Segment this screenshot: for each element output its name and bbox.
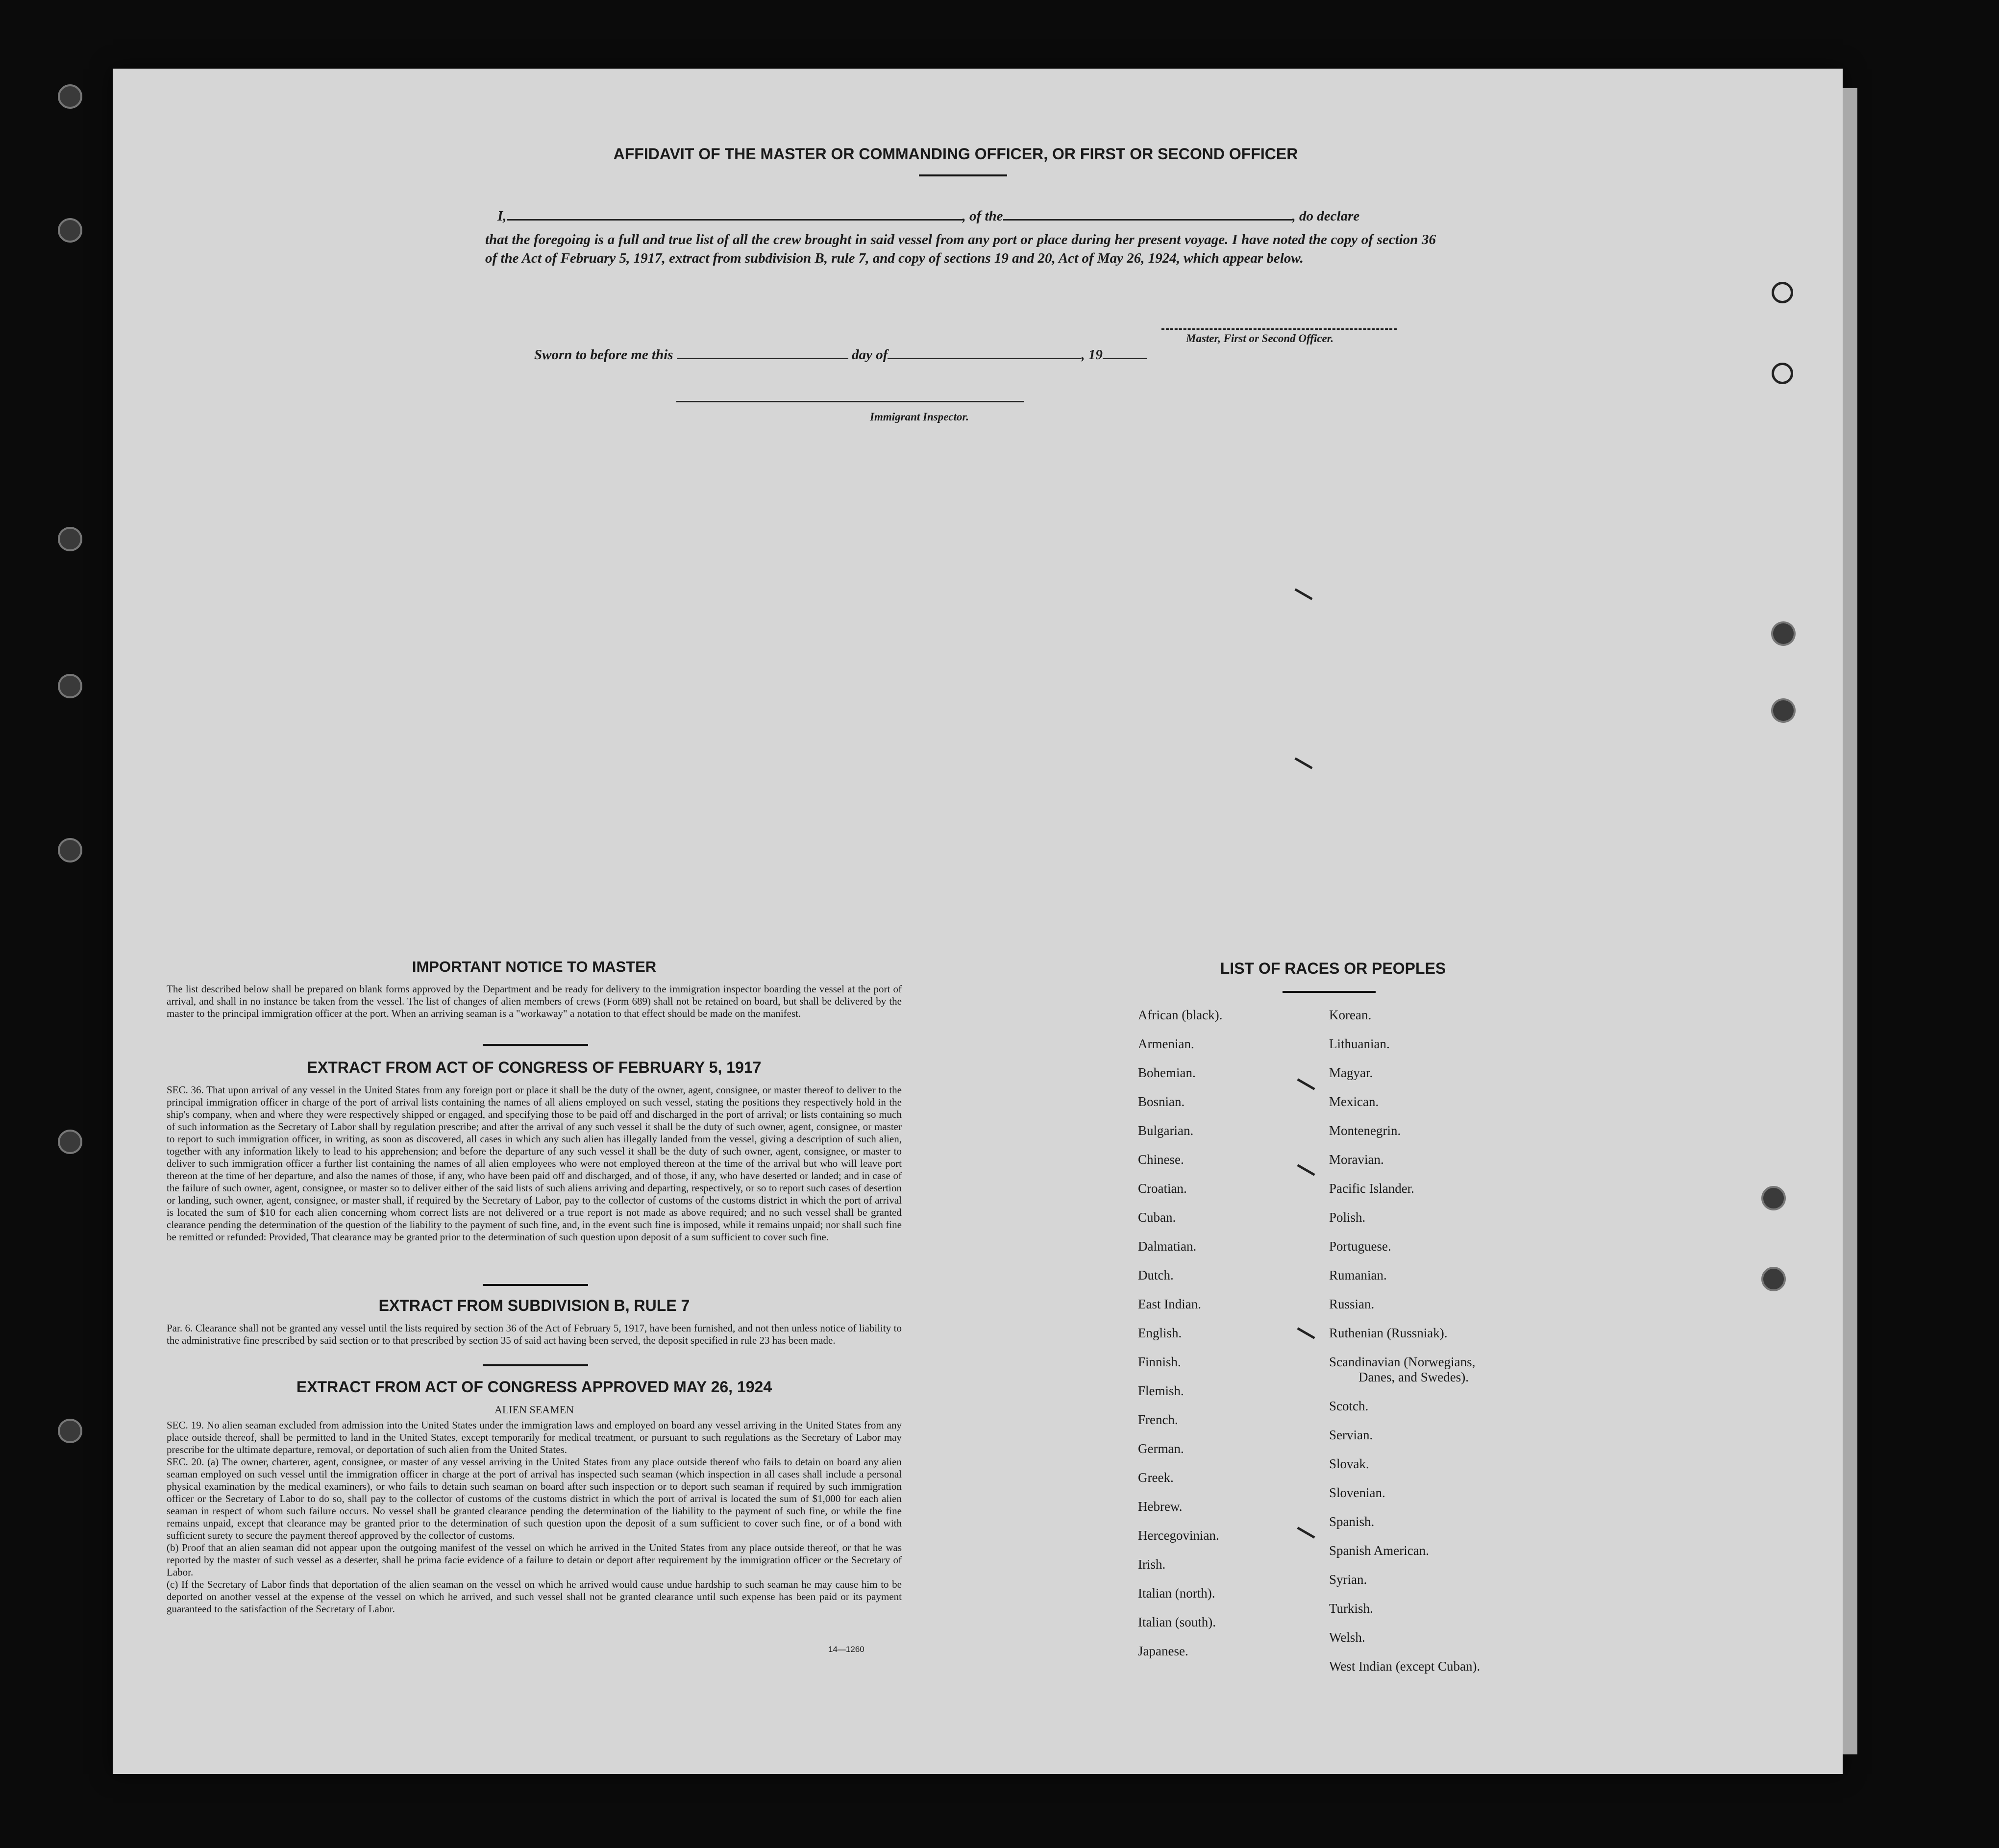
race-item: Chinese. [1138, 1152, 1184, 1167]
section-divider [483, 1364, 588, 1366]
binder-hole [58, 84, 82, 109]
races-column-1 [1138, 1001, 1324, 1666]
race-item: Syrian. [1329, 1572, 1367, 1587]
affidavit-body: that the foregoing is a full and true list of all the crew brought in said vessel from any port or place during her present voyage. I have noted the copy of section 36 of the Act of February 5, 1917, extract from subdivision B, rule 7, and copy of sections 19 and 20, Act of May 26, 1924, which appear below. [485, 232, 1436, 266]
extract-1917-text: SEC. 36. That upon arrival of any vessel in the United States from any foreign port or place it shall be the duty of the owner, agent, consignee, or master thereof to deliver to the principal immigration officer in charge of the port of arrival lists containing the names of all aliens employed on such vessel, stating the positions they respectively hold in the ship's company, when and where they were respectively shipped or engaged, and specifying those to be paid off and discharged in the port of arrival; or lists containing so much of such information as the Secretary of Labor shall by regulation prescribe; and after the arrival of any such vessel it shall be the duty of such owner, agent, consignee, or master to report to such immigration officer, in writing, as soon as discovered, all cases in which any such alien has illegally landed from the vessel, giving a description of such alien, together with any information likely to lead to his apprehension; and before the departure of any such vessel it shall be the duty of such owner, agent, consignee, or master to deliver to such immigration officer a further list containing the names of all alien employees who were not employed thereon at the time of the arrival but who will leave port thereon at the time of her departure, and also the names of those, if any, who have been paid off and discharged, and of those, if any, who have deserted or landed; and in case of the failure of such owner, agent, consignee, or master so to deliver either of the said lists of such aliens arriving and departing, respectively, or so to report such cases of desertion or landing, such owner, agent, consignee, or master shall, if required by the Secretary of Labor, pay to the collector of customs of the customs district in which the port of arrival is located the sum of $10 for each alien concerning whom correct lists are not delivered or a true report is not made as above required; and no such vessel shall be granted clearance pending the determination of the question of the liability to the payment of such fine, and, in the event such fine is imposed, while it remains unpaid; nor shall such fine be remitted or refunded: Provided, That clearance may be granted prior to the determination of such question upon deposit of a sum sufficient to cover such fine. [167, 1084, 902, 1243]
binder-hole [58, 218, 82, 243]
race-item: Hebrew. [1138, 1499, 1183, 1514]
affidavit-title: AFFIDAVIT OF THE MASTER OR COMMANDING OFFICER, OR FIRST OR SECOND OFFICER [613, 145, 1298, 163]
section-20b-text: (b) Proof that an alien seaman did not appear upon the outgoing manifest of the vessel on which he arrived in the United States from any place outside thereof, or that he was reported by the master of such vessel as a deserter, shall be prima facie evidence of a failure to detain or deport after requirement by the immigration officer or the Secretary of Labor. [167, 1542, 902, 1578]
section-19-text: SEC. 19. No alien seaman excluded from admission into the United States under the immigration laws and employed on board any vessel arriving in the United States from any place outside thereof, shall be permitted to land in the United States, except temporarily for medical treatment, or pursuant to such regulations as the Secretary of Labor may prescribe for the ultimate departure, removal, or deportation of such alien from the United States. [167, 1419, 902, 1455]
race-item: English. [1138, 1326, 1182, 1340]
race-item: Bosnian. [1138, 1094, 1185, 1109]
race-item: Flemish. [1138, 1383, 1184, 1398]
declaration-i: I, [497, 208, 507, 224]
race-item: Moravian. [1329, 1152, 1384, 1167]
punch-hole [1771, 621, 1796, 646]
notice-text: The list described below shall be prepared on blank forms approved by the Department and be ready for delivery to the immigration inspector boarding the vessel at the port of arrival, and shall in no instance be taken from the vessel. The list of changes of alien members of crews (Form 689) shall not be retained on board, but shall be delivered by the master to the principal immigration officer at the port. When an arriving seaman is a "workaway" a notation to that effect should be made on the manifest. [167, 983, 902, 1019]
signature-line[interactable] [1161, 328, 1397, 330]
binder-hole [58, 838, 82, 862]
race-item: West Indian (except Cuban). [1329, 1659, 1481, 1674]
races-column-2 [1329, 1001, 1535, 1681]
race-item: Portuguese. [1329, 1239, 1391, 1254]
signature-label: Master, First or Second Officer. [1186, 332, 1334, 345]
binder-hole [58, 527, 82, 551]
race-item: Slovak. [1329, 1456, 1369, 1471]
race-item: Lithuanian. [1329, 1036, 1390, 1051]
race-item: Scotch. [1329, 1399, 1369, 1413]
extract-rule7-title: EXTRACT FROM SUBDIVISION B, RULE 7 [378, 1297, 690, 1314]
punch-hole [1771, 698, 1796, 723]
inspector-line[interactable] [676, 401, 1024, 402]
race-item: Mexican. [1329, 1094, 1379, 1109]
sworn-day-blank[interactable] [677, 358, 848, 359]
race-item: Rumanian. [1329, 1268, 1387, 1282]
vessel-blank[interactable] [1003, 219, 1292, 221]
race-item: Korean. [1329, 1008, 1372, 1022]
race-item: Servian. [1329, 1428, 1373, 1442]
form-number: 14—1260 [828, 1645, 864, 1654]
extract-1924-subtitle: ALIEN SEAMEN [494, 1404, 574, 1416]
race-item: Japanese. [1138, 1644, 1188, 1658]
declaration-of-the: , of the [962, 208, 1003, 224]
race-item: Turkish. [1329, 1601, 1373, 1616]
inspector-label: Immigrant Inspector. [870, 411, 969, 423]
extract-1924-body [167, 1419, 902, 1615]
race-item: Pacific Islander. [1329, 1181, 1414, 1196]
punch-hole [1761, 1186, 1786, 1210]
sworn-prefix: Sworn to before me this [534, 347, 673, 363]
race-item: Polish. [1329, 1210, 1366, 1225]
race-item: East Indian. [1138, 1297, 1201, 1311]
notice-title: IMPORTANT NOTICE TO MASTER [412, 958, 657, 975]
races-title: LIST OF RACES OR PEOPLES [1220, 960, 1446, 977]
race-item: Finnish. [1138, 1355, 1181, 1369]
race-item: Danes, and Swedes). [1358, 1370, 1469, 1384]
punch-hole [1761, 1267, 1786, 1291]
punch-hole [1772, 282, 1793, 303]
race-item: Montenegrin. [1329, 1123, 1401, 1138]
sworn-line [534, 347, 1147, 363]
binder-hole [58, 1419, 82, 1443]
race-item: Bulgarian. [1138, 1123, 1194, 1138]
race-item: German. [1138, 1441, 1184, 1456]
punch-hole [1772, 363, 1793, 384]
race-item: Dalmatian. [1138, 1239, 1197, 1254]
race-item: Spanish American. [1329, 1543, 1429, 1558]
race-item: Irish. [1138, 1557, 1166, 1572]
race-item: Slovenian. [1329, 1485, 1385, 1500]
title-divider [919, 174, 1007, 176]
section-divider [483, 1284, 588, 1286]
sworn-year-prefix: , 19 [1081, 347, 1103, 363]
declaration-end: , do declare [1292, 208, 1360, 224]
race-item: Hercegovinian. [1138, 1528, 1219, 1543]
section-20c-text: (c) If the Secretary of Labor finds that deportation of the alien seaman on the vessel on which he arrived would cause undue hardship to such seaman he may cause him to be deported on another vessel at the expense of the vessel on which he arrived, and such vessel shall not be granted clearance until such expense has been paid or its payment guaranteed to the satisfaction of the Secretary of Labor. [167, 1578, 902, 1615]
declaration-line [485, 208, 1436, 224]
sworn-year-blank[interactable] [1103, 358, 1147, 359]
race-item: Welsh. [1329, 1630, 1365, 1645]
race-item: Magyar. [1329, 1065, 1373, 1080]
binder-hole [58, 674, 82, 698]
extract-1917-title: EXTRACT FROM ACT OF CONGRESS OF FEBRUARY 5, 1917 [307, 1059, 762, 1076]
race-item: Dutch. [1138, 1268, 1174, 1282]
section-20a-text: SEC. 20. (a) The owner, charterer, agent, consignee, or master of any vessel arriving in the United States from any place outside thereof who fails to detain on board any alien seaman employed on such vessel until the immigration officer in charge at the port of arrival has inspected such seaman (which inspection in all cases shall include a personal physical examination by the medical examiners), or who fails to detain such seaman on board after such inspection or to deport such seaman if required by such immigration officer or the Secretary of Labor to do so, shall pay to the collector of customs of the customs district in which the port of arrival is located the sum of $1,000 for each alien seaman in respect of whom such failure occurs. No vessel shall be granted clearance pending the determination of the liability to the payment of such fine, or while the fine remains unpaid, except that clearance may be granted prior to the determination of such question upon the deposit of a sum sufficient to cover such fine, or of a bond with sufficient surety to secure the payment thereof approved by the collector of customs. [167, 1456, 902, 1541]
race-item: Scandinavian (Norwegians, [1329, 1355, 1476, 1369]
race-item: Bohemian. [1138, 1065, 1196, 1080]
race-item: Cuban. [1138, 1210, 1176, 1225]
extract-rule7-text: Par. 6. Clearance shall not be granted any vessel until the lists required by section 36 of the Act of February 5, 1917, have been furnished, and not then unless notice of liability to the administrative fine prescribed by said section or to that prescribed by section 35 of said act having been served, the deposit specified in rule 23 has been made. [167, 1322, 902, 1346]
race-item: Armenian. [1138, 1036, 1194, 1051]
race-item: Croatian. [1138, 1181, 1187, 1196]
section-divider [483, 1044, 588, 1046]
race-item: Russian. [1329, 1297, 1375, 1311]
name-blank[interactable] [507, 219, 962, 221]
race-item: Italian (south). [1138, 1615, 1216, 1629]
binder-hole [58, 1130, 82, 1154]
race-item: Greek. [1138, 1470, 1174, 1485]
page-edge [1843, 88, 1857, 1754]
race-item: French. [1138, 1412, 1178, 1427]
extract-1924-title: EXTRACT FROM ACT OF CONGRESS APPROVED MAY 26, 1924 [296, 1378, 772, 1396]
race-item: Spanish. [1329, 1514, 1375, 1529]
race-item: Italian (north). [1138, 1586, 1215, 1601]
race-item: African (black). [1138, 1008, 1223, 1022]
sworn-day-of: day of [852, 347, 888, 363]
sworn-month-blank[interactable] [888, 358, 1081, 359]
races-divider [1283, 991, 1376, 993]
race-item: Ruthenian (Russniak). [1329, 1326, 1448, 1340]
